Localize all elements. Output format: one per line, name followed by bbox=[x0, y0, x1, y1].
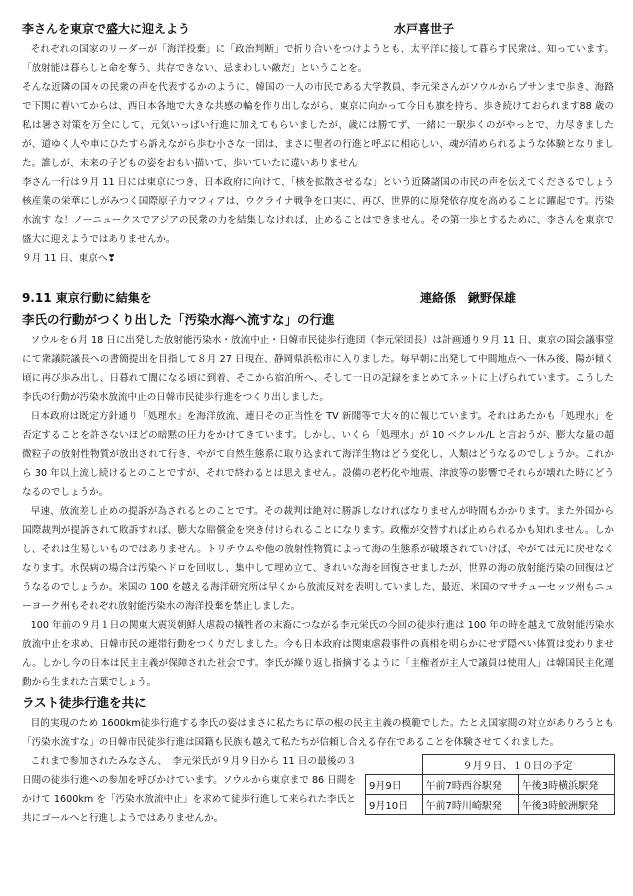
article2-paragraph: 早速、放流差し止めの提訴が為されるとのことです。その裁判は絶対に勝訴しなければなりませんが時間もかかります。また外国から国際裁判が提訴されて敗訴すれば、膨大な賠償金を突き付けられることになります。政権が交替すれば止められるかも知れません。しかし、それは生易しいものではありません。トリチウムや他の放射性物質によって海の生態系が破壊されていけば、やがては元に戻せなくなります。水俣病の場合は汚染ヘドロを回収し、集中して埋め立て、きれいな海を回復させましたが、世界の海の放射能汚染の回復はどうなるのでしょうか。米国の 100 を越える海洋研究所は早くから放流反対を表明していました、最近、米国のマサチューセッツ州もニューヨーク州もそれぞれ放射能汚染水の海洋投棄を禁止しました。 bbox=[22, 506, 614, 612]
article1-closing: ９月 11 日、東京へ❣ bbox=[22, 253, 116, 264]
schedule-afternoon: 午後3時横浜駅発 bbox=[518, 775, 614, 795]
article2-paragraph: 日本政府は既定方針通り「処理水」を海洋放流、連日その正当性を TV 新聞等で大々的に報じています。それはあたかも「処理水」を否定することを許さないほどの暗黙の圧力をかけてきています。しかし、いくら「処理水」が 10 ベクレル/L と言おうが、膨大な量の超微粒子の放射性物質が放出されて行き、やがて自然生態系に取り込まれて海洋生物はどう変化し、人類はどうなるのでしょうか。これから 30 年以上流し続けるとのことですが、それで終わるとは思えません。設備の老朽化や地震、津波等の影響でそれらが壊れた時にどうなるのでしょうか。 bbox=[22, 411, 614, 498]
schedule-row bbox=[366, 795, 615, 815]
article2-author: 連絡係 鍬野保雄 bbox=[419, 291, 516, 305]
schedule-date: 9月10日 bbox=[366, 795, 423, 815]
schedule-morning: 午前7時川崎駅発 bbox=[422, 795, 518, 815]
section3-title: ラスト徒歩行進を共に bbox=[22, 695, 147, 710]
schedule-afternoon: 午後3時鮫洲駅発 bbox=[518, 795, 614, 815]
article2-header bbox=[22, 287, 614, 309]
article1-author: 水戸喜世子 bbox=[393, 22, 454, 36]
schedule-date: 9月9日 bbox=[366, 775, 423, 795]
article1-paragraph: そんな近隣の国々の民衆の声を代表するかのように、韓国の一人の市民である大学教員、李元栄さんがソウルからプサンまで歩き、海路で下関に着いてからは、西日本各地で大きな共感の輪を作り出しながら、東京に向かって今日も旗を持ち、歩き続けておられます88 歳の私は暑さ対策を万全にして、元気いっぱい行進に加えてもらいましたが、歳には勝てず、一緒に一駅歩くのがやっとで、力尽きましたが、道ゆく人や車にひたすら訴えながら歩む小さな一団は、まさに聖者の行進と呼ぶに相応しい、魂が清められるような体験となりました。誰しが、未来の子どもの姿をおもい描いて、歩いていたに違いありません bbox=[22, 82, 614, 169]
article1-header bbox=[22, 18, 614, 40]
article2-subtitle: 李氏の行動がつくり出した「汚染水海へ流すな」の行進 bbox=[22, 312, 335, 327]
section3-paragraph: 目的実現のため 1600km徒歩行進する李氏の姿はまさに私たちに草の根の民主主義の模範でした。たとえ国家間の対立がありろうとも「汚染水流すな」の日韓市民徒歩行進は国籍も民族も越えて私たちが信頼し合える存在であることを体験させてくれました。 bbox=[22, 718, 614, 748]
schedule-row bbox=[366, 775, 615, 795]
article1-paragraph: それぞれの国家のリーダーが「海洋投棄」に「政治判断」で折り合いをつけようとも、太平洋に接して暮らす民衆は、知っています。「放射能は暮らしと命を奪う、共存できない、忌まわしい敵だ」ということを。 bbox=[22, 44, 614, 74]
section3-invitation: これまで参加されたみなさん、 李元栄氏が９月９日から 11 日の最後の３日間の徒歩行進への参加を呼びかけています。ソウルから東京まで 86 日間をかけて 1600km を「汚染水放流中止」を求めて徒歩行進して来られた李氏と共にゴールへと行進しようではありませんか。 bbox=[22, 756, 356, 824]
article2-paragraph: ソウルを６月 18 日に出発した放射能汚染水・放流中止・日韓市民徒歩行進団（李元栄団長）は計画通り９月 11 日、東京の国会議事堂にて衆議院議長への書簡提出を目指して８月 27 日現在、静岡県浜松市に入りました。毎早朝に出発して中間地点へ一休み後、陽が傾く頃に再び歩み出し、日暮れて闇になる頃に到着、そこから宿泊所へ、そして一日の記録をまとめてネットに上げられています。こうした李氏の行動が汚染水放流中止の日韓市民徒歩行進をつくり出しました。 bbox=[22, 335, 614, 403]
document-page bbox=[22, 18, 614, 828]
bottom-section bbox=[22, 752, 614, 828]
schedule-title-row bbox=[366, 755, 615, 775]
article1-paragraph: 李さん一行は９月 11 日には東京につき、日本政府に向けて、「核を拡散させるな」という近隣諸国の市民の声を伝えてくださるでしょう核産業の栄華にしがみつく国際原子力マフィアは、ウクライナ戦争を口実に、再び、世界的に原発依存度を高めることに躍起です。汚染水流す な！ノーニュークスでアジアの民衆の力を結集しなければ、止めることはできません。その第一歩とするために、李さんを東京で盛大に迎えようではありませんか。 bbox=[22, 177, 614, 245]
article2-paragraph: 100 年前の９月１日の関東大震災朝鮮人虐殺の犠牲者の末裔につながる李元栄氏の今回の徒歩行進は 100 年の時を越えて放射能汚染水放流中止を求め、日韓市民の連帯行動をつくりだしました。今も日本政府は関東虐殺事件の真相を明らかにせず隠ぺい体質は変わりません。しかし今の日本は民主主義が保障された社会です。李氏が繰り返し指摘するように「主権者が主人で議員は使用人」は韓国民主化運動から生まれた言葉でしょう。 bbox=[22, 620, 614, 688]
schedule-corner bbox=[366, 755, 423, 775]
schedule-title: ９月９日、１０日の予定 bbox=[422, 755, 615, 775]
schedule-morning: 午前7時西谷駅発 bbox=[422, 775, 518, 795]
spacer bbox=[22, 268, 614, 287]
article1-title: 李さんを東京で盛大に迎えよう bbox=[22, 22, 191, 36]
article2-title: 9.11 東京行動に結集を bbox=[22, 291, 152, 305]
schedule-table bbox=[365, 754, 615, 815]
